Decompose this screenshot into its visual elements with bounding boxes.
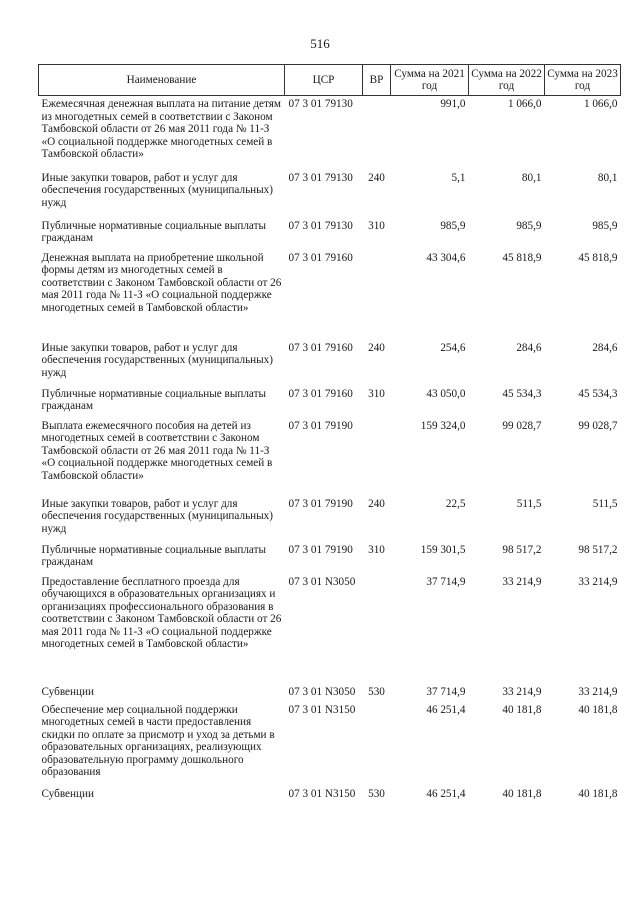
row-vr: 240 (368, 341, 385, 354)
row-name: Ежемесячная денежная выплата на питание детям из многодетных семей в соответствии с Законом Тамбовской области от 26 мая 2011 года № 11-З «О социальной поддержке многодетных семей в Тамбовской области» (41, 98, 281, 161)
table-row (39, 96, 621, 172)
row-sum-2021: 254,6 (440, 341, 466, 354)
row-vr: 310 (368, 387, 385, 400)
row-sum-2023: 40 181,8 (578, 703, 618, 716)
table-row (39, 252, 621, 342)
row-sum-2022: 33 214,9 (502, 685, 542, 698)
row-vr (363, 576, 391, 686)
header-vr: ВР (363, 65, 391, 96)
row-csr: 07 3 01 N3150 (288, 787, 356, 800)
row-sum-2023: 45 818,9 (578, 251, 618, 264)
row-sum-2022: 1 066,0 (507, 98, 542, 110)
row-vr (363, 420, 391, 498)
row-name: Субвенции (41, 787, 94, 800)
row-sum-2021: 22,5 (445, 497, 466, 510)
row-csr: 07 3 01 N3050 (288, 575, 356, 588)
row-sum-2023: 284,6 (592, 341, 618, 354)
row-sum-2021: 159 301,5 (420, 543, 466, 556)
row-sum-2021: 43 304,6 (426, 251, 466, 264)
row-name: Обеспечение мер социальной поддержки многодетных семей в части предоставления скидки по оплате за присмотр и уход за детьми в образовательных организациях, реализующих образовательную программу дошкольного образования (41, 703, 275, 779)
header-csr: ЦСР (285, 65, 363, 96)
row-csr: 07 3 01 79190 (288, 419, 353, 432)
row-sum-2022: 45 818,9 (502, 251, 542, 264)
row-sum-2022: 45 534,3 (502, 387, 542, 400)
row-csr: 07 3 01 79190 (288, 497, 353, 510)
header-sum-2021: Сумма на 2021 год (391, 65, 469, 96)
row-sum-2022: 99 028,7 (502, 419, 542, 432)
row-sum-2023: 33 214,9 (578, 575, 618, 588)
table-row (39, 788, 621, 806)
row-sum-2022: 511,5 (516, 497, 542, 510)
row-vr: 310 (368, 543, 385, 556)
row-vr: 530 (368, 685, 385, 698)
row-vr (363, 252, 391, 342)
row-name: Иные закупки товаров, работ и услуг для обеспечения государственных (муниципальных) нужд (41, 497, 273, 535)
table-row (39, 220, 621, 252)
table-row (39, 342, 621, 388)
row-vr: 310 (368, 219, 385, 232)
row-csr: 07 3 01 79190 (288, 543, 353, 556)
row-sum-2023: 1 066,0 (583, 98, 618, 110)
row-sum-2022: 985,9 (516, 219, 542, 232)
table-row (39, 172, 621, 220)
row-sum-2022: 33 214,9 (502, 575, 542, 588)
row-csr: 07 3 01 79130 (288, 98, 353, 110)
row-sum-2021: 46 251,4 (426, 787, 466, 800)
row-sum-2023: 985,9 (592, 219, 618, 232)
row-sum-2022: 40 181,8 (502, 787, 542, 800)
row-sum-2022: 284,6 (516, 341, 542, 354)
row-sum-2023: 45 534,3 (578, 387, 618, 400)
row-name: Выплата ежемесячного пособия на детей из многодетных семей в соответствии с Законом Тамбовской области от 26 мая 2011 года № 11-З «О социальной поддержке многодетных семей в Тамбовской области» (41, 419, 273, 482)
row-sum-2021: 159 324,0 (420, 419, 466, 432)
budget-table (38, 64, 621, 806)
row-name: Субвенции (41, 685, 94, 698)
row-sum-2022: 80,1 (521, 171, 542, 184)
table-row (39, 544, 621, 576)
row-sum-2021: 46 251,4 (426, 703, 466, 716)
row-sum-2022: 98 517,2 (502, 543, 542, 556)
row-sum-2021: 37 714,9 (426, 685, 466, 698)
row-sum-2023: 511,5 (592, 497, 618, 510)
row-sum-2021: 5,1 (451, 171, 466, 184)
row-csr: 07 3 01 79130 (288, 171, 353, 184)
row-vr (363, 96, 391, 172)
header-name: Наименование (39, 65, 285, 96)
table-row (39, 498, 621, 544)
row-csr: 07 3 01 79160 (288, 341, 353, 354)
row-name: Публичные нормативные социальные выплаты гражданам (41, 543, 267, 569)
row-sum-2021: 37 714,9 (426, 575, 466, 588)
row-csr: 07 3 01 79130 (288, 219, 353, 232)
row-sum-2021: 991,0 (440, 98, 466, 110)
row-vr: 240 (368, 171, 385, 184)
row-name: Иные закупки товаров, работ и услуг для обеспечения государственных (муниципальных) нужд (41, 171, 273, 209)
row-vr: 530 (368, 787, 385, 800)
table-row (39, 704, 621, 788)
table-row (39, 686, 621, 704)
row-csr: 07 3 01 79160 (288, 251, 353, 264)
row-sum-2023: 33 214,9 (578, 685, 618, 698)
table-row (39, 388, 621, 420)
row-name: Публичные нормативные социальные выплаты гражданам (41, 219, 267, 245)
row-sum-2023: 99 028,7 (578, 419, 618, 432)
row-sum-2021: 43 050,0 (426, 387, 466, 400)
row-sum-2023: 40 181,8 (578, 787, 618, 800)
table-row (39, 420, 621, 498)
row-name: Публичные нормативные социальные выплаты гражданам (41, 387, 267, 413)
row-vr: 240 (368, 497, 385, 510)
row-name: Предоставление бесплатного проезда для обучающихся в образовательных организациях и организациях профессионального образования в соответствии с Законом Тамбовской области от 26 мая 2011 года № 11-З «О социальной поддержке многодетных семей в Тамбовской области» (41, 575, 282, 651)
row-name: Денежная выплата на приобретение школьной формы детям из многодетных семей в соответствии с Законом Тамбовской области от 26 мая 2011 года № 11-З «О социальной поддержке многодетных семей в Тамбовской области» (41, 251, 282, 314)
row-sum-2023: 80,1 (597, 171, 618, 184)
header-sum-2023: Сумма на 2023 год (545, 65, 621, 96)
row-sum-2021: 985,9 (440, 219, 466, 232)
table-row (39, 576, 621, 686)
row-csr: 07 3 01 N3050 (288, 685, 356, 698)
row-name: Иные закупки товаров, работ и услуг для обеспечения государственных (муниципальных) нужд (41, 341, 273, 379)
row-vr (363, 704, 391, 788)
row-sum-2022: 40 181,8 (502, 703, 542, 716)
row-csr: 07 3 01 79160 (288, 387, 353, 400)
header-sum-2022: Сумма на 2022 год (469, 65, 545, 96)
table-header-row (39, 65, 621, 96)
row-sum-2023: 98 517,2 (578, 543, 618, 556)
row-csr: 07 3 01 N3150 (288, 703, 356, 716)
page-number: 516 (310, 36, 330, 51)
